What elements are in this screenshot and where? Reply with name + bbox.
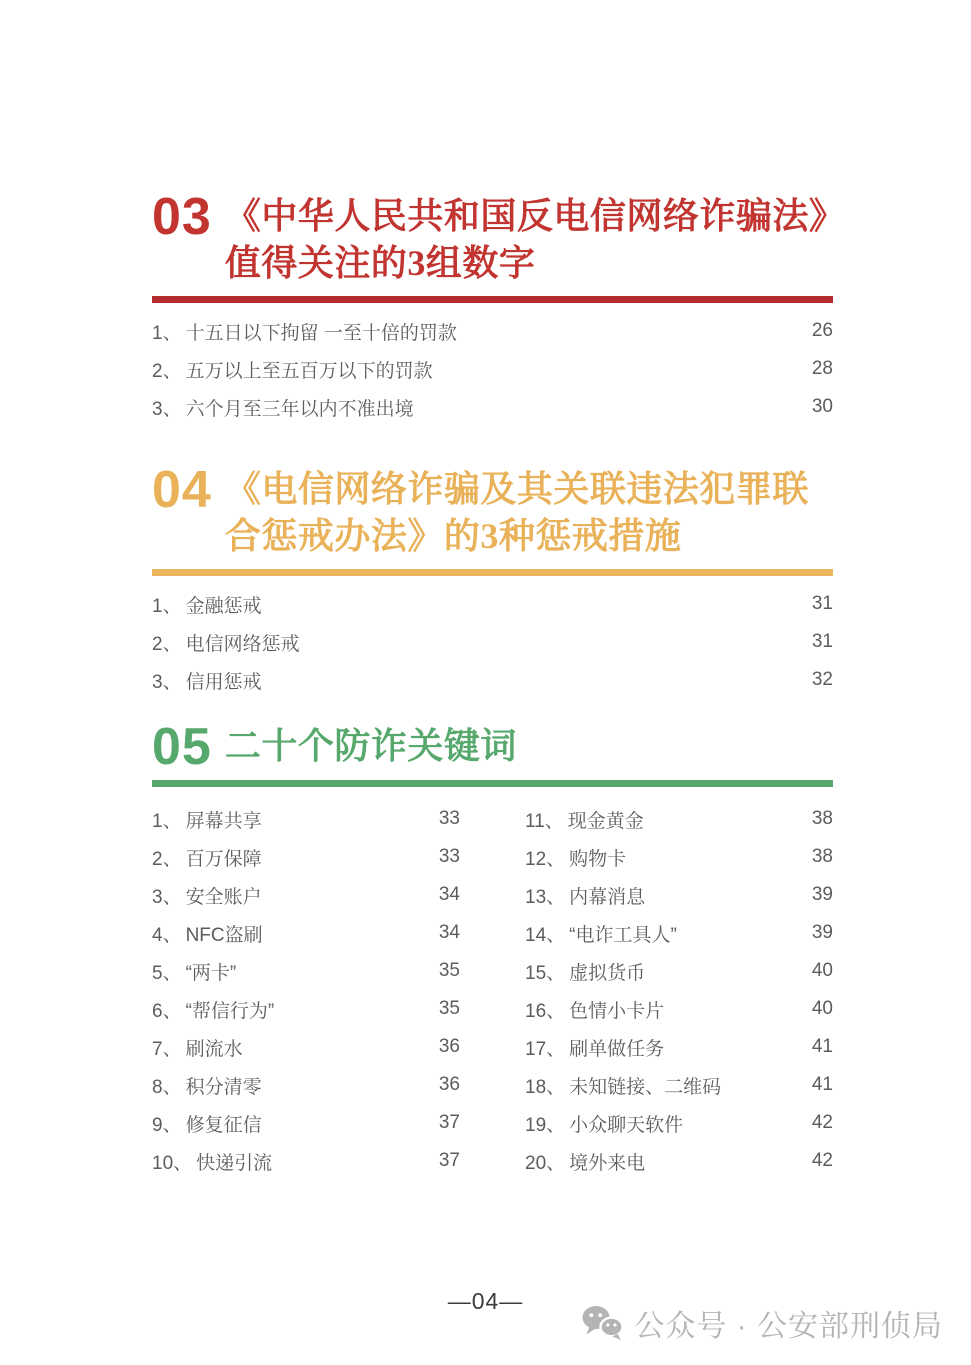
toc-entry-page: 35 (438, 960, 460, 981)
section-03-header (152, 188, 846, 287)
toc-entry (152, 661, 833, 699)
toc-entry-page: 34 (438, 884, 460, 905)
section-04-toc-list (152, 585, 833, 699)
toc-entry (152, 800, 460, 838)
toc-entry-text: 十五日以下拘留 一至十倍的罚款 (185, 322, 457, 344)
toc-entry-page: 39 (811, 922, 833, 943)
section-03-toc-list (152, 312, 833, 426)
toc-entry-page: 31 (811, 631, 833, 652)
wechat-icon (582, 1305, 634, 1341)
toc-entry-page: 36 (438, 1074, 460, 1095)
toc-entry-text: 刷流水 (185, 1038, 243, 1060)
toc-entry-number: 19、 (525, 1114, 566, 1136)
section-05 (152, 718, 833, 1180)
toc-entry-number: 13、 (525, 886, 566, 908)
toc-entry (525, 800, 833, 838)
toc-entry-number: 8、 (152, 1076, 182, 1098)
toc-entry (525, 952, 833, 990)
section-04-number: 04 (152, 461, 212, 519)
toc-entry-number: 1、 (152, 810, 182, 832)
toc-entry-number: 2、 (152, 848, 182, 870)
toc-entry-number: 4、 (152, 924, 182, 946)
toc-entry (152, 623, 833, 661)
toc-entry-text: 电信网络惩戒 (185, 633, 300, 655)
toc-entry-text: 内幕消息 (569, 886, 646, 908)
toc-entry-number: 6、 (152, 1000, 182, 1022)
toc-entry-page: 42 (811, 1150, 833, 1171)
section-04-header (152, 461, 833, 560)
toc-entry-number: 11、 (525, 810, 564, 832)
toc-entry-number: 12、 (525, 848, 566, 870)
toc-entry-text: 信用惩戒 (185, 671, 262, 693)
toc-entry-page: 37 (438, 1112, 460, 1133)
watermark (582, 1301, 943, 1345)
toc-entry-page: 32 (811, 669, 833, 690)
toc-entry (152, 388, 833, 426)
toc-entry (525, 1028, 833, 1066)
watermark-text: 公众号 · 公安部刑侦局 (634, 1310, 943, 1343)
toc-entry-number: 5、 (152, 962, 182, 984)
toc-entry (152, 312, 833, 350)
toc-entry-page: 38 (811, 808, 833, 829)
toc-entry-page: 36 (438, 1036, 460, 1057)
toc-entry (525, 1066, 833, 1104)
toc-entry-page: 30 (811, 396, 833, 417)
section-04-title-line1: 《电信网络诈骗及其关联违法犯罪联 (224, 469, 809, 509)
toc-entry-page: 34 (438, 922, 460, 943)
toc-entry-number: 7、 (152, 1038, 182, 1060)
toc-entry-number: 16、 (525, 1000, 566, 1022)
toc-entry-text: 安全账户 (185, 886, 262, 908)
section-03-title (224, 193, 846, 287)
section-04-title (225, 466, 809, 560)
toc-entry-number: 1、 (152, 322, 182, 344)
toc-entry-page: 37 (438, 1150, 460, 1171)
toc-entry-number: 20、 (525, 1152, 566, 1174)
toc-entry-text: 境外来电 (569, 1152, 646, 1174)
toc-entry-text: 未知链接、二维码 (569, 1076, 722, 1098)
toc-entry (152, 876, 460, 914)
toc-entry (152, 990, 460, 1028)
toc-entry-number: 3、 (152, 398, 182, 420)
toc-entry-page: 28 (811, 358, 833, 379)
toc-entry (152, 1028, 460, 1066)
toc-entry-text: 屏幕共享 (185, 810, 262, 832)
toc-entry-number: 17、 (525, 1038, 566, 1060)
toc-column-left (152, 800, 460, 1180)
toc-entry (525, 914, 833, 952)
section-03-divider (152, 296, 833, 303)
section-03-title-line2: 值得关注的3组数字 (224, 243, 536, 283)
section-04-divider (152, 569, 833, 576)
toc-entry-text: “帮信行为” (185, 1000, 275, 1022)
toc-entry (525, 990, 833, 1028)
toc-entry-number: 2、 (152, 360, 182, 382)
toc-entry-text: 刷单做任务 (569, 1038, 665, 1060)
toc-entry-text: 色情小卡片 (569, 1000, 665, 1022)
toc-entry-page: 38 (811, 846, 833, 867)
section-03-number: 03 (152, 188, 212, 246)
toc-entry-page: 41 (811, 1074, 833, 1095)
toc-entry (525, 1142, 833, 1180)
toc-entry (152, 350, 833, 388)
toc-entry-number: 15、 (525, 962, 566, 984)
toc-entry-text: 虚拟货币 (569, 962, 646, 984)
toc-entry-text: 快递引流 (196, 1152, 273, 1174)
toc-entry-number: 1、 (152, 595, 182, 617)
toc-entry-page: 42 (811, 1112, 833, 1133)
toc-entry-page: 31 (811, 593, 833, 614)
toc-entry (525, 838, 833, 876)
toc-entry-text: 金融惩戒 (185, 595, 262, 617)
section-04-title-line2: 合惩戒办法》的3种惩戒措施 (224, 516, 682, 556)
section-03 (152, 188, 846, 426)
toc-entry-page: 39 (811, 884, 833, 905)
toc-entry (152, 1066, 460, 1104)
toc-entry (152, 838, 460, 876)
section-03-title-line1: 《中华人民共和国反电信网络诈骗法》 (224, 196, 846, 236)
toc-entry (152, 1104, 460, 1142)
toc-entry-page: 41 (811, 1036, 833, 1057)
toc-entry-text: 修复征信 (185, 1114, 262, 1136)
toc-entry-page: 40 (811, 998, 833, 1019)
toc-entry-page: 33 (438, 808, 460, 829)
section-05-number: 05 (152, 718, 212, 776)
toc-entry-number: 14、 (525, 924, 566, 946)
section-05-header (152, 718, 833, 776)
toc-entry-text: 百万保障 (185, 848, 262, 870)
toc-entry-text: NFC盗刷 (185, 924, 263, 946)
toc-entry-number: 2、 (152, 633, 182, 655)
section-05-title: 二十个防诈关键词 (224, 726, 517, 766)
toc-entry-number: 3、 (152, 886, 182, 908)
section-05-divider (152, 780, 833, 787)
section-04 (152, 461, 833, 699)
toc-entry-number: 3、 (152, 671, 182, 693)
toc-entry-page: 40 (811, 960, 833, 981)
toc-entry-page: 33 (438, 846, 460, 867)
toc-entry-text: “两卡” (185, 962, 237, 984)
toc-entry (152, 914, 460, 952)
toc-entry-page: 35 (438, 998, 460, 1019)
toc-entry-text: 小众聊天软件 (569, 1114, 684, 1136)
toc-entry-number: 9、 (152, 1114, 182, 1136)
toc-entry (152, 952, 460, 990)
toc-entry-page: 26 (811, 320, 833, 341)
section-05-toc-columns (152, 800, 833, 1180)
toc-entry (152, 585, 833, 623)
toc-column-right (525, 800, 833, 1180)
toc-entry-number: 10、 (152, 1152, 193, 1174)
toc-entry (525, 1104, 833, 1142)
toc-entry (152, 1142, 460, 1180)
page-number: —04— (447, 1288, 524, 1314)
toc-entry-text: “电诈工具人” (569, 924, 677, 946)
toc-entry-number: 18、 (525, 1076, 566, 1098)
toc-entry (525, 876, 833, 914)
toc-entry-text: 六个月至三年以内不准出境 (185, 398, 414, 420)
toc-entry-text: 积分清零 (185, 1076, 262, 1098)
toc-entry-text: 五万以上至五百万以下的罚款 (185, 360, 433, 382)
toc-entry-text: 购物卡 (569, 848, 627, 870)
toc-entry-text: 现金黄金 (567, 810, 644, 832)
